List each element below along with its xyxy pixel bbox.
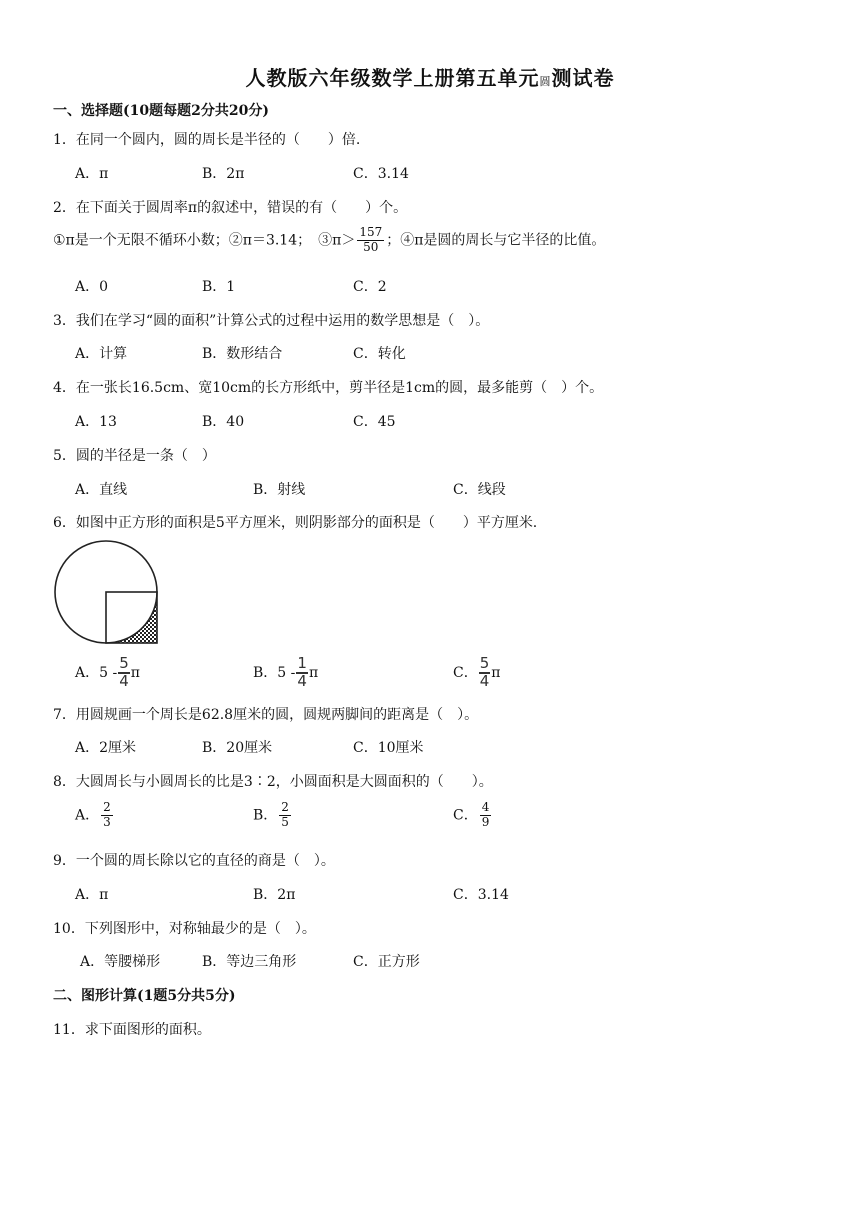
question-2: 2．在下面关于圆周率π的叙述中，错误的有（ ）个。 [53, 200, 408, 216]
question-6: 6．如图中正方形的面积是5平方厘米，则阴影部分的面积是（ ）平方厘米. [53, 515, 538, 531]
circle-square-figure [52, 540, 162, 648]
q6-option-b[interactable]: B．5 - $\frac{1}{4}$ π [253, 654, 319, 690]
q10-option-a[interactable]: A．等腰梯形 [80, 954, 161, 970]
q1-option-b[interactable]: B．2π [202, 166, 245, 182]
q5-option-b[interactable]: B．射线 [253, 482, 306, 498]
q9-option-c[interactable]: C．3.14 [453, 887, 509, 903]
q2-option-c[interactable]: C．2 [353, 279, 387, 295]
q10-option-b[interactable]: B．等边三角形 [202, 954, 297, 970]
q8-option-c[interactable]: C． $\frac{4}{9}$ [453, 800, 490, 829]
q5-option-a[interactable]: A．直线 [75, 482, 128, 498]
question-9: 9．一个圆的周长除以它的直径的商是（ ）。 [53, 853, 335, 869]
q3-option-a[interactable]: A．计算 [75, 346, 128, 362]
section-heading-calculation: 二、图形计算(1题5分共5分) [53, 988, 236, 1004]
q2-option-b[interactable]: B．1 [202, 279, 236, 295]
q1-option-c[interactable]: C．3.14 [353, 166, 409, 182]
q6-option-c[interactable]: C． $\frac{5}{4}$ π [453, 654, 501, 690]
q2-option-a[interactable]: A．0 [75, 279, 109, 295]
question-8: 8．大圆周长与小圆周长的比是3∶2，小圆面积是大圆面积的（ ）。 [53, 774, 493, 790]
question-4: 4．在一张长16.5cm、宽10cm的长方形纸中，剪半径是1cm的圆，最多能剪（ ）个。 [53, 380, 604, 396]
q4-option-b[interactable]: B．40 [202, 414, 245, 430]
question-3: 3．我们在学习“圆的面积”计算公式的过程中运用的数学思想是（ ）。 [53, 313, 490, 329]
section-heading-choice: 一、选择题(10题每题2分共20分) [53, 103, 269, 119]
question-11: 11．求下面图形的面积。 [53, 1022, 211, 1038]
q9-option-b[interactable]: B．2π [253, 887, 296, 903]
question-10: 10．下列图形中，对称轴最少的是（ ）。 [53, 921, 316, 937]
fraction-157-50: $\frac{157}{50}$ [359, 225, 383, 254]
q5-option-c[interactable]: C．线段 [453, 482, 506, 498]
q9-option-a[interactable]: A．π [75, 887, 109, 903]
question-7: 7．用圆规画一个周长是62.8厘米的圆，圆规两脚间的距离是（ ）。 [53, 707, 479, 723]
question-5: 5．圆的半径是一条（ ） [53, 448, 216, 464]
q4-option-c[interactable]: C．45 [353, 414, 396, 430]
q7-option-c[interactable]: C．10厘米 [353, 740, 424, 756]
q8-option-a[interactable]: A． $\frac{2}{3}$ [75, 800, 111, 829]
q10-option-c[interactable]: C．正方形 [353, 954, 420, 970]
q7-option-b[interactable]: B．20厘米 [202, 740, 273, 756]
q1-option-a[interactable]: A．π [75, 166, 109, 182]
question-1: 1．在同一个圆内，圆的周长是半径的（ ）倍. [53, 132, 361, 148]
q4-option-a[interactable]: A．13 [75, 414, 117, 430]
q2-statements: ①π是一个无限不循环小数；②π＝3.14； ③π＞ $\frac{157}{50}$ ；④π是圆的周长与它半径的比值。 [53, 225, 606, 254]
q7-option-a[interactable]: A．2厘米 [75, 740, 137, 756]
q3-option-c[interactable]: C．转化 [353, 346, 406, 362]
q3-option-b[interactable]: B．数形结合 [202, 346, 283, 362]
q8-option-b[interactable]: B． $\frac{2}{5}$ [253, 800, 289, 829]
page-title: 人教版六年级数学上册第五单元圆测试卷 [245, 66, 615, 90]
q6-option-a[interactable]: A．5 - $\frac{5}{4}$ π [75, 654, 140, 690]
